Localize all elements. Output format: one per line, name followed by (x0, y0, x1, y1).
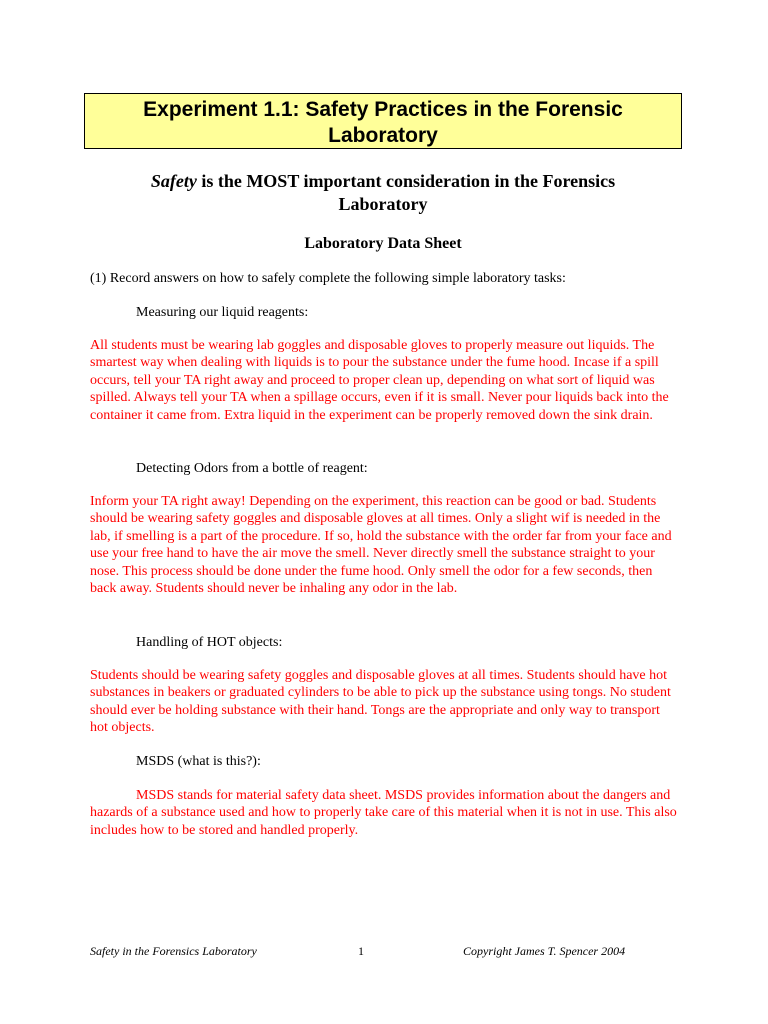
task-answer-hot-objects: Students should be wearing safety goggles and disposable gloves at all times. Students should have hot substances in beakers or graduated cylinders to be able to pick up the substance using tongs. No student should ever be holding substance with their hand. Tongs are the appropriate and only way to transport hot objects. (90, 668, 671, 736)
section-heading: Laboratory Data Sheet (304, 235, 462, 252)
subtitle-line-2: Laboratory (338, 194, 428, 214)
subtitle-emphasis: Safety (150, 171, 197, 191)
instruction-text: (1) Record answers on how to safely complete the following simple laboratory tasks: (90, 271, 566, 286)
footer-page-number: 1 (358, 944, 364, 958)
footer-copyright: Copyright James T. Spencer 2004 (463, 944, 626, 958)
task-answer-detecting-odors: Inform your TA right away! Depending on the experiment, this reaction can be good or bad. Students should be wearing safety goggles and disposable gloves at all times. Only a slight wif is needed in the lab, if smelling is a part of the procedure. If so, hold the substance with the order far from your face and use your free hand to have the air move the smell. Never directly smell the substance straight to your nose. This process should be done under the fume hood. Only smell the odor for a few seconds, then back away. Students should never be inhaling any odor in the lab. (90, 494, 672, 597)
footer-document-title: Safety in the Forensics Laboratory (90, 944, 257, 958)
task-label-liquid-reagents: Measuring our liquid reagents: (136, 305, 309, 320)
task-label-detecting-odors: Detecting Odors from a bottle of reagent: (136, 461, 368, 476)
safety-subtitle (84, 170, 682, 216)
task-answer-liquid-reagents: All students must be wearing lab goggles and disposable gloves to properly measure out liquids. The smartest way when dealing with liquids is to pour the substance under the fume hood. Incase if a spill occurs, tell your TA right away and proceed to proper clean up, depending on what sort of liquid was spilled. Always tell your TA when a spillage occurs, even if it is small. Never pour liquids back into the container it came from. Extra liquid in the experiment can be properly removed down the sink drain. (90, 338, 669, 423)
task-answer-msds: MSDS stands for material safety data sheet. MSDS provides information about the dangers and hazards of a substance used and how to properly take care of this material when it is not in use. This also includes how to be stored and handled properly. (90, 788, 677, 838)
task-label-msds: MSDS (what is this?): (136, 754, 261, 769)
experiment-title-box (84, 93, 682, 149)
task-label-hot-objects: Handling of HOT objects: (136, 635, 283, 650)
experiment-title-line-2: Laboratory (328, 124, 438, 147)
experiment-title-line-1: Experiment 1.1: Safety Practices in the Forensic (143, 98, 623, 121)
subtitle-line-1 (84, 170, 682, 193)
subtitle-rest: is the MOST important consideration in the Forensics (196, 171, 616, 191)
